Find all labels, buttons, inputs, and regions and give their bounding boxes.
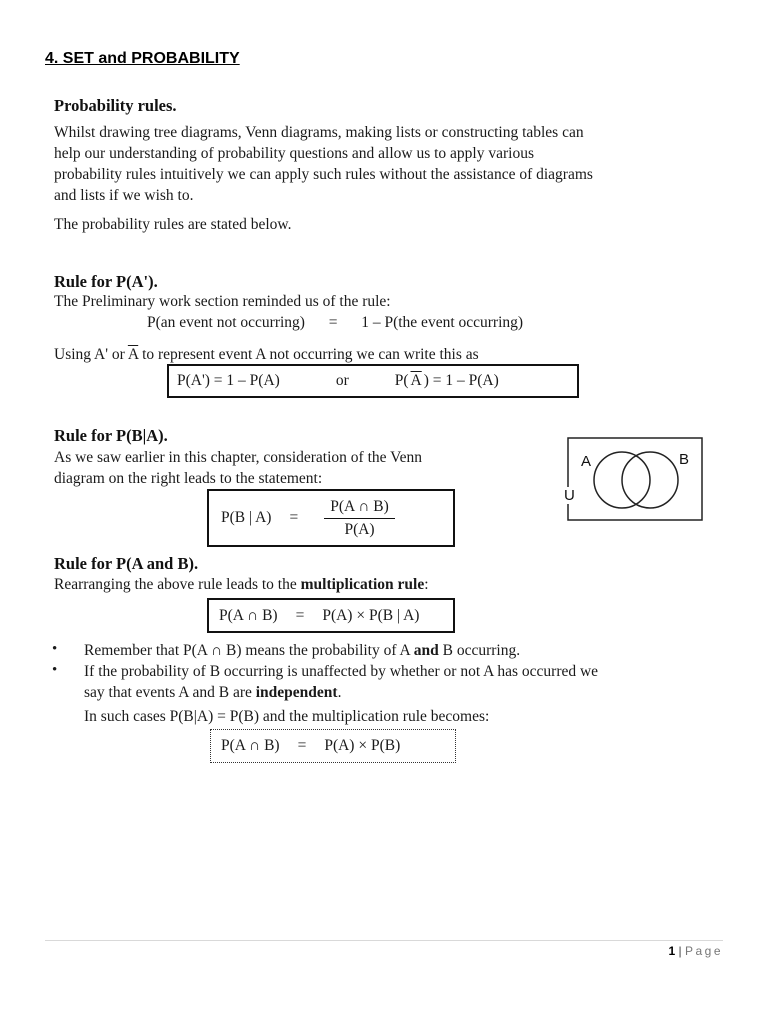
rule-complement-left: P(an event not occurring) (147, 314, 305, 331)
notation-text: Using A' or (54, 346, 128, 363)
independent-lhs: P(A ∩ B) (221, 737, 280, 754)
a-bar-symbol: $\overline{A}$ (127, 346, 139, 363)
page-number: 1 (668, 944, 676, 958)
probability-rules-heading: Probability rules. (54, 96, 177, 115)
chapter-title: 4. SET and PROBABILITY (45, 50, 240, 67)
multiplication-lhs: P(A ∩ B) (219, 606, 278, 624)
rule-complement-eq: = (328, 314, 338, 331)
rule-conditional-heading: Rule for P(B|A). (54, 426, 168, 445)
rule-complement-right: 1 – P(the event occurring) (361, 314, 524, 331)
conditional-fraction (324, 498, 395, 539)
multiplication-formula-box (207, 598, 455, 633)
bullet-text: Remember that P(A ∩ B) means the probability of A (84, 642, 414, 659)
page-label: Page (684, 944, 723, 958)
footer-divider (45, 940, 723, 941)
multiplication-rule-term: multiplication rule (300, 576, 425, 593)
rule-multiplication-heading: Rule for P(A and B). (54, 554, 199, 573)
rule-conditional-line2: diagram on the right leads to the statement: (54, 470, 323, 487)
bullet-bold-term: independent (255, 684, 338, 701)
venn-label-u: U (564, 487, 575, 504)
bullet-text: say that events A and B are (84, 684, 256, 701)
intro-paragraph (54, 122, 704, 206)
intro-line: probability rules intuitively we can apply such rules without the assistance of diagrams (54, 166, 593, 183)
bullet-text-line2 (84, 682, 598, 703)
intro-text: : (424, 576, 429, 593)
intro-line: Whilst drawing tree diagrams, Venn diagrams, making lists or constructing tables can (54, 124, 584, 141)
bullet-item-independent (84, 661, 598, 703)
formula-part: P( (394, 372, 409, 389)
complement-formula-box (167, 364, 579, 398)
bullet-item-and (84, 640, 520, 661)
formula-part: ) = 1 – P(A) (423, 372, 499, 389)
venn-label-b: B (679, 451, 690, 468)
bullet-text: . (337, 684, 342, 701)
venn-label-a: A (581, 453, 592, 470)
independent-eq: = (297, 737, 307, 754)
multiplication-eq: = (295, 606, 305, 624)
rule-complement-notation (54, 344, 479, 365)
rules-stated-below: The probability rules are stated below. (54, 216, 292, 233)
bullet-text: If the probability of B occurring is unaffected by whether or not A has occurred we (84, 663, 599, 680)
bullet-icon: • (52, 662, 58, 678)
fraction-denominator: P(A) (344, 520, 375, 538)
footer-separator: | (678, 944, 682, 958)
rule-multiplication-intro (54, 574, 429, 595)
bullet-text: B occurring. (438, 642, 521, 659)
rule-complement-intro: The Preliminary work section reminded us of the rule: (54, 293, 391, 310)
independent-rhs: P(A) × P(B) (324, 737, 401, 754)
rule-complement-statement (147, 312, 523, 333)
intro-line: and lists if we wish to. (54, 187, 194, 204)
notation-text: to represent event A not occurring we can write this as (138, 346, 479, 363)
fraction-numerator: P(A ∩ B) (324, 498, 395, 519)
conditional-lhs: P(B | A) (221, 509, 272, 526)
complement-formula-right (395, 372, 499, 390)
intro-line: help our understanding of probability questions and allow us to apply various (54, 145, 534, 162)
such-cases-text: In such cases P(B|A) = P(B) and the multiplication rule becomes: (84, 708, 490, 725)
venn-diagram (564, 437, 703, 521)
multiplication-rhs: P(A) × P(B | A) (322, 606, 420, 624)
bullet-bold-term: and (413, 642, 439, 659)
conditional-eq: = (289, 509, 299, 526)
page-footer (668, 944, 723, 958)
conditional-formula-box (207, 489, 455, 547)
venn-diagram-graphic (567, 437, 703, 521)
a-bar-symbol: $\overline{A}$ (410, 372, 422, 389)
complement-formula-left: P(A') = 1 – P(A) (177, 372, 280, 389)
intro-text: Rearranging the above rule leads to the (54, 576, 301, 593)
complement-formula-or: or (335, 372, 349, 389)
bullet-icon: • (52, 641, 58, 657)
rule-conditional-line1: As we saw earlier in this chapter, consideration of the Venn (54, 449, 422, 466)
rule-complement-heading: Rule for P(A'). (54, 272, 158, 291)
independent-formula-box (210, 729, 456, 763)
